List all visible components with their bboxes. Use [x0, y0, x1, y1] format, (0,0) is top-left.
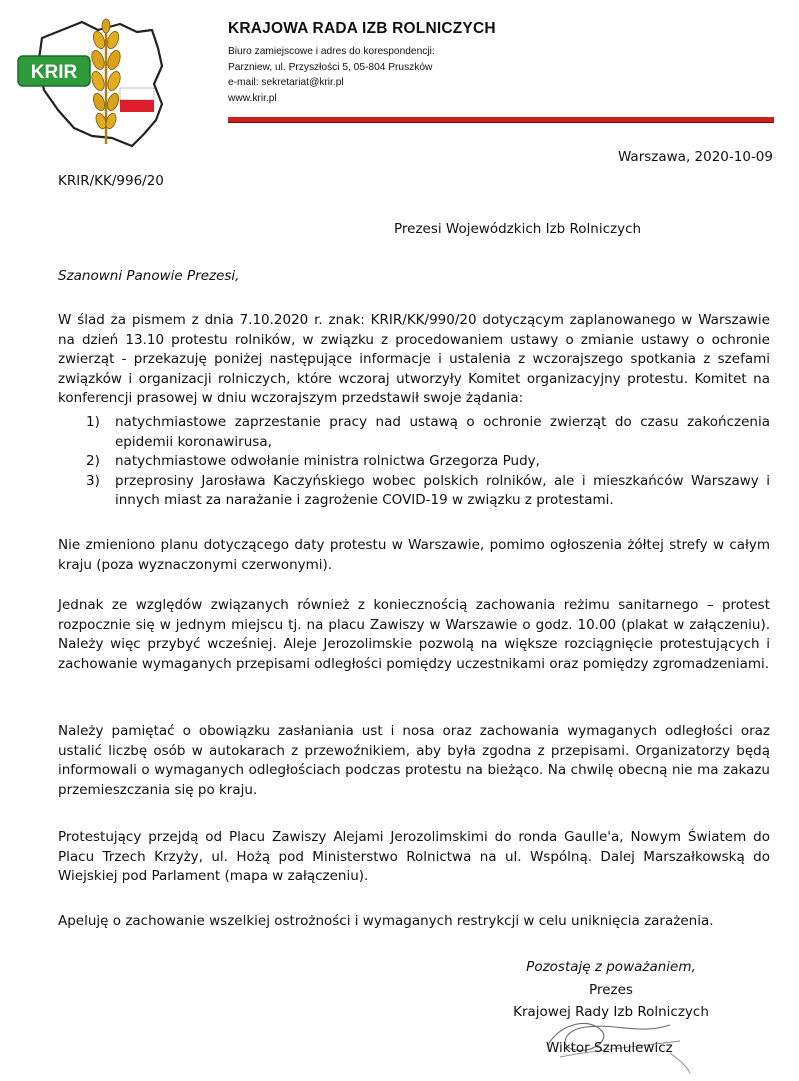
logo-text: KRIR	[30, 62, 78, 83]
office-website: www.krir.pl	[228, 92, 277, 104]
list-item-text: natychmiastowe odwołanie ministra rolnictwa Grzegorza Pudy,	[115, 453, 540, 470]
list-item-number: 2)	[86, 453, 100, 470]
list-item	[58, 452, 770, 472]
closing-regards: Pozostaję z poważaniem,	[526, 959, 696, 975]
paragraph-protest-date: Nie zmieniono planu dotyczącego daty protestu w Warszawie, pomimo ogłoszenia żółtej strefy w całym kraju (poza wyznaczonymi czerwonymi).	[58, 537, 770, 573]
paragraph-intro: W ślad za pismem z dnia 7.10.2020 r. znak: KRIR/KK/990/20 dotyczącym zaplanowanego w Warszawie na dzień 13.10 protestu rolników, w związku z procedowaniem ustawy o zmianie ustawy o ochronie zwierząt - przekazuję poniżej następujące informacje i ustalenia z wczorajszego spotkania z szefami związków i organizacji rolniczych, które wczoraj utworzyły Komitet organizacyjny protestu. Komitet na konferencji prasowej w dniu wczorajszym przedstawił swoje żądania:	[58, 312, 770, 407]
header-divider	[228, 117, 774, 123]
addressee: Prezesi Wojewódzkich Izb Rolniczych	[394, 221, 642, 237]
paragraph-distancing: Należy pamiętać o obowiązku zasłaniania ust i nosa oraz zachowania wymaganych odległości oraz ustalić liczbę osób w autokarach z przewoźnikiem, aby była zgodna z przepisami. Organizatorzy będą informowali o wymaganych odległościach podczas protestu na bieżąco. Na chwilę obecną nie ma zakazu przemieszczania się po kraju.	[58, 723, 770, 798]
organization-header	[228, 20, 768, 106]
list-item	[58, 472, 770, 511]
office-email: e-mail: sekretariat@krir.pl	[228, 77, 344, 88]
paragraph-appeal: Apeluję o zachowanie wszelkiej ostrożności i wymaganych restrykcji w celu uniknięcia zarażenia.	[58, 913, 714, 929]
signatory-name: Wiktor Szmulewicz	[546, 1040, 673, 1056]
place-and-date: Warszawa, 2020-10-09	[617, 149, 773, 165]
polish-flag-icon	[120, 88, 154, 100]
organization-name: KRAJOWA RADA IZB ROLNICZYCH	[228, 20, 496, 37]
salutation: Szanowni Panowie Prezesi,	[58, 268, 240, 284]
list-item-number: 3)	[86, 472, 100, 489]
office-address: Parzniew, ul. Przyszłości 5, 05-804 Pruszków	[228, 61, 433, 73]
list-item-number: 1)	[86, 414, 100, 430]
paragraph-sanitary-regime: Jednak ze względów związanych również z koniecznością zachowania reżimu sanitarnego – protest rozpocznie się w jednym miejscu tj. na placu Zawiszy w Warszawie o godz. 10.00 (plakat w załączeniu). Należy więc przybyć wcześniej. Aleje Jerozolimskie pozwolą na większe rozciągnięcie protestujących i zachowanie wymaganych przepisami odległości pomiędzy uczestnikami oraz pomiędzy zgromadzeniami.	[58, 597, 770, 672]
closing-role: Prezes	[589, 981, 633, 998]
list-item-text: natychmiastowe zaprzestanie pracy nad ustawą o ochronie zwierząt do czasu zakończenia epidemii koronawirusa,	[115, 414, 770, 450]
paragraph-route: Protestujący przejdą od Placu Zawiszy Alejami Jerozolimskimi do ronda Gaulle'a, Nowym Światem do Placu Trzech Krzyży, ul. Hożą pod Ministerstwo Rolnictwa na ul. Wspólną. Dalej Marszałkowską do Wiejskiej pod Parlament (mapa w załączeniu).	[58, 829, 770, 885]
reference-number: KRIR/KK/996/20	[58, 173, 164, 189]
demands-list	[58, 413, 770, 511]
list-item	[58, 413, 770, 452]
krir-logo	[12, 8, 212, 154]
closing-organization: Krajowej Rady Izb Rolniczych	[513, 1004, 709, 1020]
office-label: Biuro zamiejscowe i adres do korespondencji:	[228, 46, 435, 57]
list-item-text: przeprosiny Jarosława Kaczyńskiego wobec polskich rolników, ale i mieszkańców Warszawy i innych miast za narażanie i zagrożenie COVID-19 w związku z protestami.	[115, 472, 770, 509]
